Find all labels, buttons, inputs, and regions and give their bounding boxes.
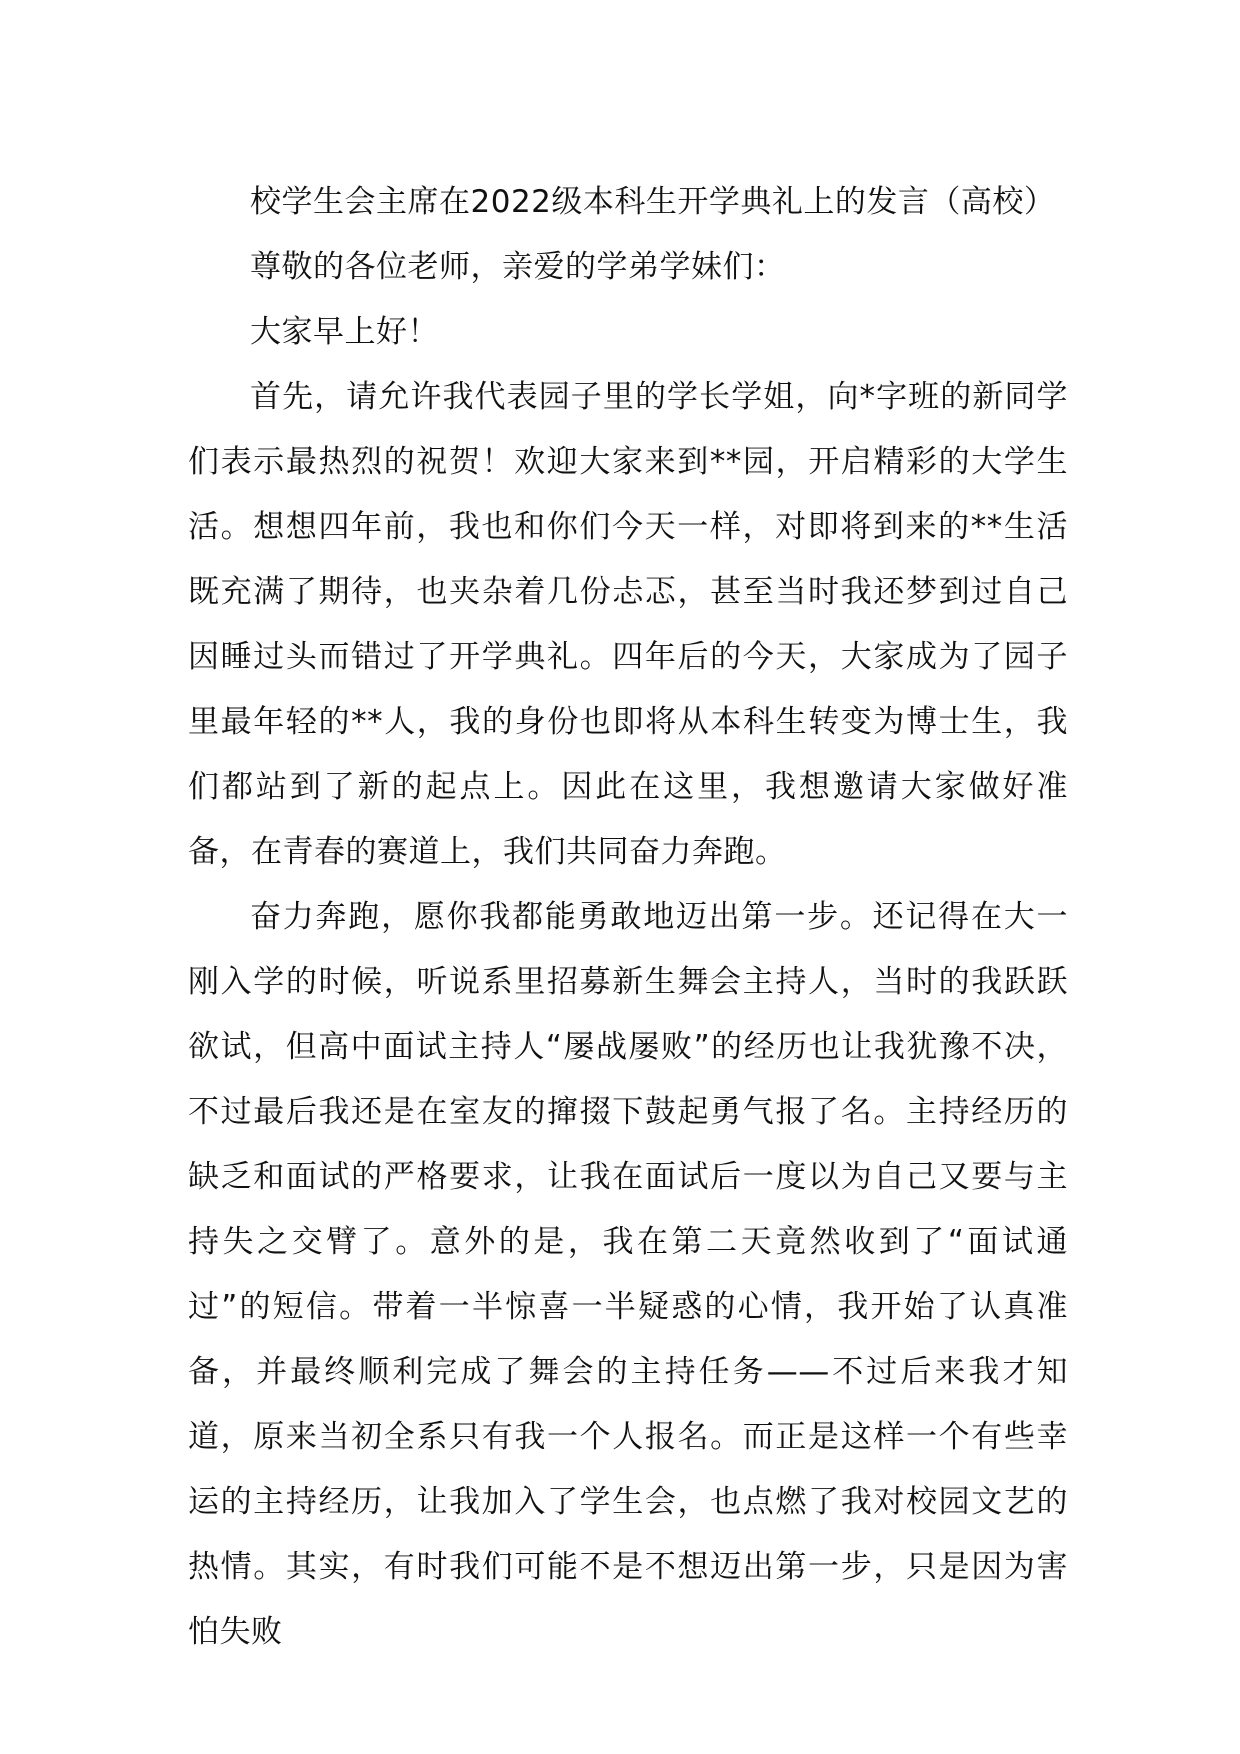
paragraph: 首先，请允许我代表园子里的学长学姐，向*字班的新同学们表示最热烈的祝贺！欢迎大家来到**园，开启精彩的大学生活。想想四年前，我也和你们今天一样，对即将到来的**生活既充满了期待，也夹杂着几份忐忑，甚至当时我还梦到过自己因睡过头而错过了开学典礼。四年后的今天，大家成为了园子里最年轻的**人，我的身份也即将从本科生转变为博士生，我们都站到了新的起点上。因此在这里，我想邀请大家做好准备，在青春的赛道上，我们共同奋力奔跑。	[188, 379, 1068, 870]
document-body	[188, 170, 1068, 1665]
salutation: 尊敬的各位老师，亲爱的学弟学妹们：	[250, 249, 786, 285]
document-title: 校学生会主席在2022级本科生开学典礼上的发言（高校）	[250, 184, 1056, 220]
paragraph: 奋力奔跑，愿你我都能勇敢地迈出第一步。还记得在大一刚入学的时候，听说系里招募新生舞会主持人，当时的我跃跃欲试，但高中面试主持人“屡战屡败”的经历也让我犹豫不决，不过最后我还是在室友的撺掇下鼓起勇气报了名。主持经历的缺乏和面试的严格要求，让我在面试后一度以为自己又要与主持失之交臂了。意外的是，我在第二天竟然收到了“面试通过”的短信。带着一半惊喜一半疑惑的心情，我开始了认真准备，并最终顺利完成了舞会的主持任务——不过后来我才知道，原来当初全系只有我一个人报名。而正是这样一个有些幸运的主持经历，让我加入了学生会，也点燃了我对校园文艺的热情。其实，有时我们可能不是不想迈出第一步，只是因为害怕失败	[188, 899, 1068, 1650]
greeting: 大家早上好！	[250, 314, 439, 350]
